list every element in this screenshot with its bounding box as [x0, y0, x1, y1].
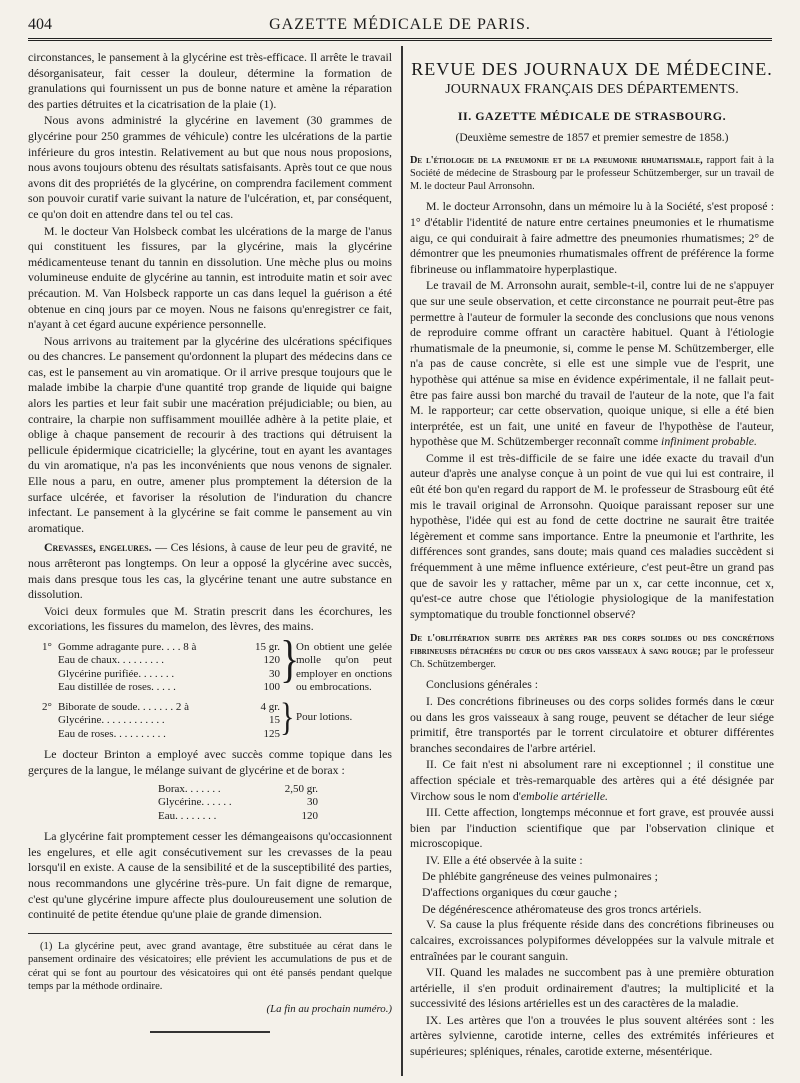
formula-rows [42, 701, 280, 742]
paragraph: Nous arrivons au traitement par la glycérine des ulcérations spécifiques ou des chancres. Le pansement qu'ordonnent la plupart des médecins dans ce cas, est le pansement au vin aromatique. Or il arrive presque toujours que le malade imbibe la charpie d'une quantité trop grande de liquide qui baigne alors les parties et leur fait subir une macération préjudiciable; ou bien, au contraire, la charpie non suffisamment mouillée adhère à la petite plaie, et oblige à chaque pansement de recourir à des tractions qui détruisent la pellicule épidermique cicatricielle; la glycérine, tout en ayant les avantages du vin aromatique, n'a pas les inconvénients que nous venons de signaler. Elle nous a paru, en outre, amener plus promptement la détersion de la surface ulcérée, et favoriser la résolution de l'induration du chancre infectant. Le pansement à la glycérine se fait comme le pansement au vin aromatique. [28, 333, 392, 535]
formula-quantity: 15 gr. [254, 640, 280, 653]
paragraph: M. le docteur Arronsohn, dans un mémoire lu à la Société, s'est proposé : 1° d'établir l'identité de nature entre certaines pneumonies et le rhumatisme aigu, ce qui conduirait à faire admettre des pneumonies rhumatismes; 2° de démontrer que les pneumonies rhumatismales offrent de préférence la forme fibrineuse ou inflammatoire hyperplastique. [410, 199, 774, 276]
period-note: (Deuxième semestre de 1857 et premier semestre de 1858.) [455, 131, 729, 144]
header-rule [28, 38, 772, 41]
formula-row [42, 714, 280, 728]
formula-quantity: 30 [269, 667, 280, 680]
formula-ingredient: Eau distillée de roses. . . . . [58, 681, 176, 694]
paragraph-crevasses [28, 540, 392, 602]
formula-1 [42, 628, 392, 695]
formula-ingredient: Borax. . . . . . . [158, 782, 221, 795]
formula-row [42, 641, 280, 655]
formula-number [42, 681, 58, 695]
article-title: De l'étiologie de la pneumonie et de la pneumonie rhumatismale, [410, 155, 703, 167]
formula-quantity: 2,50 gr. [284, 782, 318, 795]
conclusion-4: IV. Elle a été observée à la suite : [426, 852, 583, 867]
footnote-divider [28, 933, 392, 934]
brace: } [280, 628, 300, 688]
formula-ingredient: Glycérine purifiée. . . . . . . [58, 667, 175, 680]
conclusions-label: Conclusions générales : [426, 677, 539, 692]
formula-row [42, 701, 280, 715]
paragraph: circonstances, le pansement à la glycérine est très-efficace. Il arrête le travail désorganisateur, fait cesser la douleur, détermine la formation de granulations qui fournissent un pus de bonne nature et amène la réparation des parties détruites et la cicatrisation de la plaie (1). [28, 50, 392, 111]
formula-row [42, 654, 280, 668]
formula-number [42, 728, 58, 742]
formula-ingredient: Eau de roses. . . . . . . . . . [58, 727, 166, 740]
emphasis: embolie artérielle. [520, 788, 608, 803]
formula-3 [158, 783, 392, 824]
paragraph: La glycérine fait promptement cesser les démangeaisons qu'occasionnent les engelures, et elle agit consécutivement sur les crevasses de la peau lorsqu'il en existe. A cause de la sensibilité et de la susceptibilité des parties, nous recommandons une glycérine très-pure. Un fait digne de remarque, c'est qu'une glycérine impure affecte plus douloureusement une solution de continuité de petite étendue qu'une plaie de grande dimension. [28, 829, 392, 922]
article-title: De l'oblitération subite des artères par des corps solides ou des concrétions fibrineuses détachées du cœur ou des gros vaisseaux à sang rouge; [410, 633, 774, 658]
conclusion-9: IX. Les artères que l'on a trouvées le plus souvent altérées sont : les artères sylvienne, carotide interne, celles des extrémités inférieures et supérieures; spléniques, rénales, carotide externe, mésentérique. [410, 1012, 774, 1059]
formula-rows [42, 641, 280, 695]
paragraph-text: II. Ce fait n'est ni absolument rare ni exceptionnel ; il constitue une affection spéciale et très-remarquable des artères qui a été désignée par Virchow sous le nom d' [410, 757, 774, 803]
paragraph-text: — Ces lésions, à cause de leur peu de gravité, ne nous arrêteront pas longtemps. On leur a opposé la glycérine avec succès, mais dans presque tous les cas, la glycérine tenant une autre substance en dissolution. [28, 540, 392, 602]
right-column [410, 50, 774, 1060]
formula-ingredient: Gomme adragante pure. . . . 8 à [58, 640, 197, 653]
formula-ingredient: Glycérine. . . . . . . . . . . . [58, 714, 165, 727]
end-rule [150, 1031, 270, 1033]
formula-note: Pour lotions. [296, 710, 353, 723]
article-2-heading [410, 632, 774, 671]
formula-ingredient: Glycérine. . . . . . [158, 796, 232, 809]
left-column [28, 50, 392, 1033]
formula-row [158, 783, 318, 797]
formula-ingredient: Biborate de soude. . . . . . . 2 à [58, 700, 190, 713]
footnote-text: (1) La glycérine peut, avec grand avantage, être substituée au cérat dans le pansement ordinaire des vésicatoires; elle prévient les accumulations de pus et de cérat qui se font au pourtour des vésicatoires qui ont été pansés pendant quelque temps par la méthode ordinaire. [28, 940, 392, 993]
conclusion-3: III. Cette affection, longtemps méconnue et fort grave, est prouvée aussi bien par l'induction scientifique que par l'observation clinique et microscopique. [410, 805, 774, 851]
section-title: II. GAZETTE MÉDICALE DE STRASBOURG. [457, 109, 727, 124]
formula-2 [42, 696, 392, 742]
formula-number: 2° [42, 700, 52, 713]
formula-number [42, 714, 58, 728]
formula-quantity: 100 [263, 681, 280, 694]
formula-number [42, 654, 58, 668]
formula-number [42, 668, 58, 682]
page-header [28, 14, 772, 36]
formula-note: On obtient une gelée molle qu'on peut employer en onctions ou embrocations. [296, 640, 392, 694]
article-byline: rapport fait à la Société de médecine de Strasbourg par le professeur Schützemberger, sur un travail de M. le docteur Paul Arronsohn. [410, 155, 774, 193]
paragraph: Voici deux formules que M. Stratin prescrit dans les écorchures, les excoriations, les fissures du mamelon, des lèvres, des mains. [28, 603, 392, 634]
conclusion-5: V. Sa cause la plus fréquente réside dans des concrétions fibrineuses ou calcaires, excroissances polypiformes développées sur la valvule mitrale et entraînées par le courant sanguin. [410, 917, 774, 963]
continuation-note: (La fin au prochain numéro.) [266, 1002, 392, 1015]
list-item: De dégénérescence athéromateuse des gros troncs artériels. [422, 901, 702, 916]
section-heading: Crevasses, engelures. [44, 540, 152, 555]
review-title: REVUE DES JOURNAUX DE MÉDECINE. [411, 59, 773, 79]
conclusion-2 [410, 757, 774, 804]
paragraph: Comme il est très-difficile de se faire une idée exacte du travail d'un auteur d'après une analyse conçue à un point de vue qui lui est contraire, il eût été bon qu'en regard du rapport de M. le professeur de Strasbourg eût été mis le travail original de Arronsohn. Quoique paraissant reposer sur une hypothèse, l'idée qui est au fond de cette doctrine ne saurait être traitée légèrement et comme sans importance. Entre la pneumonie et l'arthrite, les différences sont grandes, sans doute; mais quand ces maladies succèdent si fréquemment à une même influence extérieure, c'est peut-être un grand pas que de savoir les y rattacher, même par un x, car cette inconnue, cet x, qu'est-ce autre chose que l'étiologie physiologique de la manifestation symptomatique du trouble fonctionnel observé? [410, 450, 774, 621]
journal-title: GAZETTE MÉDICALE DE PARIS. [269, 16, 531, 33]
review-subtitle: JOURNAUX FRANÇAIS DES DÉPARTEMENTS. [445, 81, 739, 97]
formula-quantity: 120 [301, 809, 318, 822]
formula-ingredient: Eau. . . . . . . . [158, 809, 217, 822]
paragraph-text: Le travail de M. Arronsohn aurait, semble-t-il, contre lui de ne s'appuyer que sur une seule observation, et cette circonstance ne pourrait peut-être pas permettre à l'auteur de formuler la seconde des conclusions que nous venons de reproduire comme offrant un caractère habituel. Quant à l'étiologie rhumatismale de la pneumonie, si, comme le pense M. Schützemberger, elle n'a pas de cause concrète, si elle est une simple vue de l'esprit, une hypothèse qui atténue sa mise en évidence expérimentale, il ne fallait peut-être pas faire aussi bon marché du travail de l'auteur de la note, que l'a fait M. le rapporteur; car cette observation, quoique unique, si elle a été bien interprétée, est un fait, une unité en faveur de l'hypothèse de l'auteur, hypothèse que M. Schützemberger reconnaît comme [410, 278, 774, 449]
formula-row [158, 810, 318, 824]
list-item: De phlébite gangréneuse des veines pulmonaires ; [422, 868, 658, 883]
conclusion-7: VII. Quand les malades ne succombent pas à une première obturation artérielle, il s'en produit ordinairement d'autres; la multiplicité et la successivité des lésions artérielles est un des caractères de la maladie. [410, 965, 774, 1011]
formula-ingredient: Eau de chaux. . . . . . . . . [58, 654, 164, 667]
brace: } [280, 696, 295, 740]
emphasis: infiniment probable. [661, 434, 757, 449]
paragraph: M. le docteur Van Holsbeck combat les ulcérations de la marge de l'anus qui constituent les fissures, par la glycérine, mais la glycérine médicamenteuse tenant du tannin en dissolution. Une mèche plus ou moins volumineuse enduite de glycérine au tannin, est introduite matin et soir avec précaution. M. Van Holsbeck rapporte un cas dans lequel la guérison a été obtenue en cinq jours par ce moyen. Nous ne faisons qu'enregistrer ce fait, n'ayant à cet égard aucune expérience personnelle. [28, 223, 392, 332]
formula-row [158, 796, 318, 810]
article-1-heading [410, 154, 774, 193]
formula-row [42, 728, 280, 742]
conclusion-4-list [410, 869, 774, 918]
formula-quantity: 4 gr. [260, 700, 280, 713]
paragraph: Le docteur Brinton a employé avec succès comme topique dans les gerçures de la langue, le mélange suivant de glycérine et de borax : [28, 747, 392, 778]
formula-quantity: 120 [263, 654, 280, 667]
formula-row [42, 668, 280, 682]
footnote [28, 940, 392, 994]
conclusion-1: I. Des concrétions fibrineuses ou des corps solides formés dans le cœur ou dans les gros vaisseaux à sang rouge, peuvent se détacher de leur siége primitif, être transportés par le torrent circulatoire et obturer différentes branches secondaires de l'arbre artériel. [410, 694, 774, 755]
page-number: 404 [28, 16, 52, 33]
formula-quantity: 15 [269, 714, 280, 727]
formula-quantity: 125 [263, 727, 280, 740]
paragraph [410, 278, 774, 450]
list-item: D'affections organiques du cœur gauche ; [422, 885, 618, 900]
column-separator [401, 46, 403, 1076]
article-byline: par le professeur Ch. Schützemberger. [410, 646, 774, 671]
formula-quantity: 30 [307, 796, 318, 809]
paragraph: Nous avons administré la glycérine en lavement (30 grammes de glycérine pour 250 grammes de véhicule) contre les ulcérations de la partie inférieure du gros intestin. Relativement au but que nous nous proposions, nous avons toujours obtenu des résultats satisfaisants. Après tout ce que nous avons dit des propriétés de la glycérine, on comprendra facilement comment son pouvoir curatif varie suivant la nature de l'ulcération, et, par conséquent, ce qu'on doit en attendre dans tel ou tel cas. [28, 113, 392, 221]
formula-row [42, 681, 280, 695]
formula-number: 1° [42, 640, 52, 653]
